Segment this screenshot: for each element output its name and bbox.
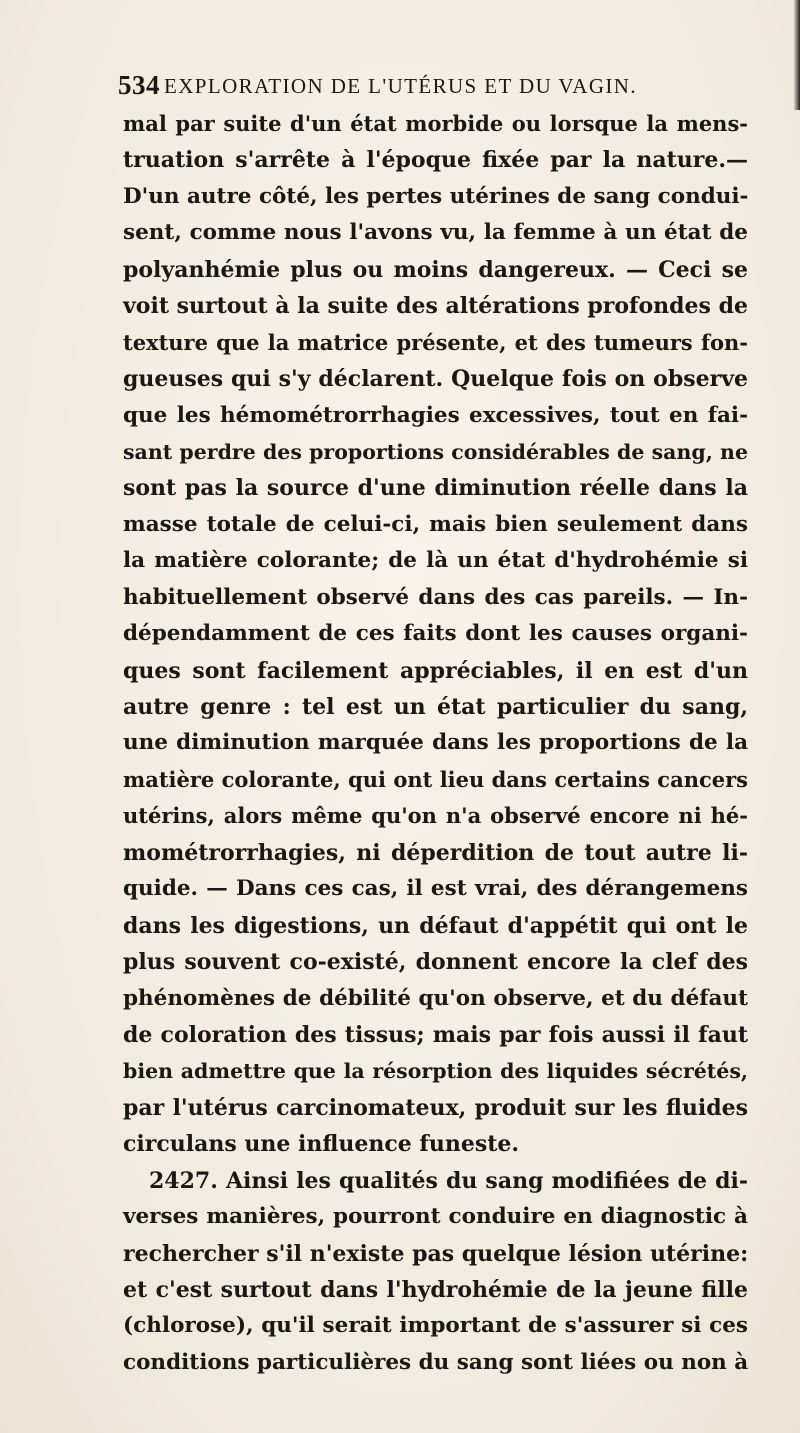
text-line: mométrorrhagies, ni déperdition de tout autre li- (123, 839, 748, 866)
running-title: EXPLORATION DE L'UTÉRUS ET DU VAGIN. (164, 74, 638, 98)
text-line: sant perdre des proportions considérables de sang, ne (123, 439, 748, 464)
text-line: masse totale de celui-ci, mais bien seulement dans (123, 511, 748, 537)
text-line: bien admettre que la résorption des liquides sécrétés, (123, 1059, 748, 1084)
text-line: sent, comme nous l'avons vu, la femme à un état de (123, 220, 748, 246)
text-line: la matière colorante; de là un état d'hydrohémie si (123, 548, 748, 574)
text-line: dans les digestions, un défaut d'appétit qui ont le (123, 912, 748, 939)
text-line: que les hémométrorrhagies excessives, tout en fai- (123, 402, 748, 428)
text-line: de coloration des tissus; mais par fois aussi il faut (123, 1021, 748, 1048)
text-line: polyanhémie plus ou moins dangereux. — Ceci se (123, 256, 748, 283)
text-line: verses manières, pourront conduire en diagnostic à (123, 1204, 748, 1230)
text-line: quide. — Dans ces cas, il est vrai, des dérangemens (123, 876, 748, 902)
page-number: 534 (118, 70, 160, 100)
text-line: ques sont facilement appréciables, il en est d'un (123, 657, 748, 684)
text-line: conditions particulières du sang sont liées ou non à (123, 1349, 749, 1375)
paragraph-end-line: circulans une influence funeste. (123, 1131, 520, 1158)
running-header (118, 70, 718, 104)
text-line: dépendamment de ces faits dont les causes organi- (123, 621, 748, 647)
text-line: texture que la matrice présente, et des tumeurs fon- (123, 329, 748, 355)
text-line: et c'est surtout dans l'hydrohémie de la jeune fille (123, 1277, 748, 1303)
text-line: gueuses qui s'y déclarent. Quelque fois on observe (123, 366, 748, 393)
text-line: truation s'arrête à l'époque fixée par la nature.— (123, 147, 748, 174)
text-line: utérins, alors même qu'on n'a observé encore ni hé- (123, 803, 748, 829)
page-edge-shadow (794, 0, 800, 110)
text-line: matière colorante, qui ont lieu dans certains cancers (123, 766, 748, 792)
text-line: D'un autre côté, les pertes utérines de sang condui- (123, 183, 749, 209)
text-line: sont pas la source d'une diminution réelle dans la (123, 475, 748, 502)
body-text (123, 106, 748, 1381)
text-line: habituellement observé dans des cas pareils. — In- (123, 584, 748, 610)
text-line: une diminution marquée dans les proportions de la (123, 730, 748, 756)
text-line: mal par suite d'un état morbide ou lorsque la mens- (123, 111, 748, 136)
text-line: par l'utérus carcinomateux, produit sur les fluides (123, 1094, 748, 1121)
paragraph-start-line: 2427. Ainsi les qualités du sang modifiées de di- (149, 1167, 748, 1194)
text-line: (chlorose), qu'il serait important de s'assurer si ces (123, 1313, 748, 1339)
text-line: autre genre : tel est un état particulier du sang, (123, 694, 748, 720)
text-line: rechercher s'il n'existe pas quelque lésion utérine: (123, 1240, 749, 1267)
text-line: voit surtout à la suite des altérations profondes de (123, 293, 748, 320)
text-line: phénomènes de débilité qu'on observe, et du défaut (123, 985, 748, 1011)
text-line: plus souvent co-existé, donnent encore la clef des (123, 949, 748, 976)
